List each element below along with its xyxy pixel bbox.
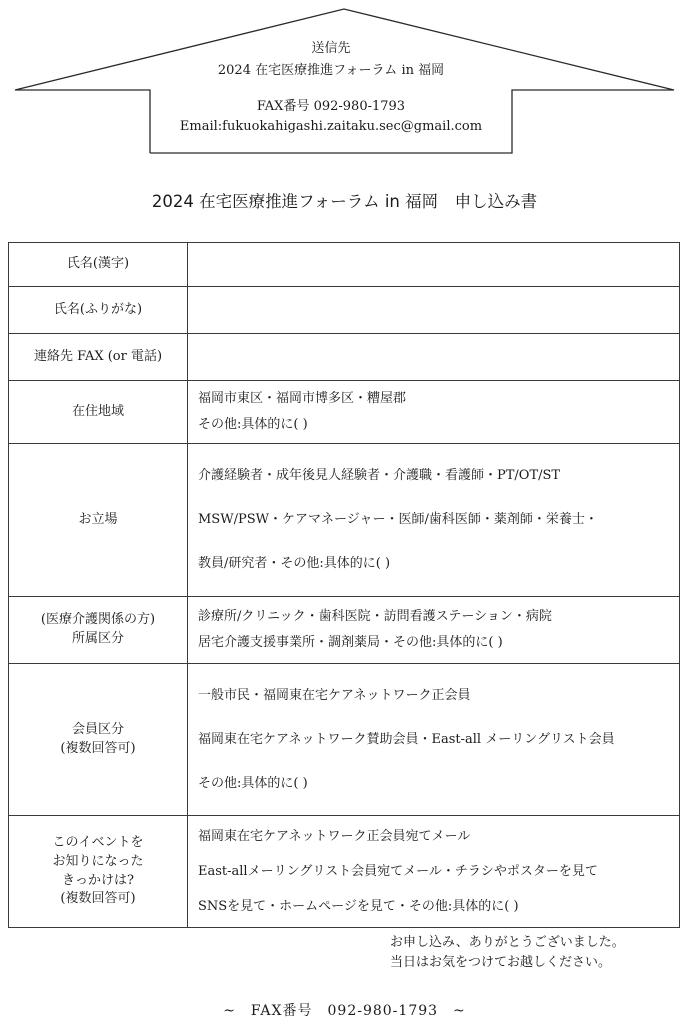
house-outline	[0, 0, 689, 160]
email-address: Email:fukuokahigashi.zaitaku.sec@gmail.com	[179, 119, 483, 134]
label-membership-line2: (複数回答可)	[60, 740, 136, 756]
label-affiliation	[9, 597, 188, 664]
thank-you-line1: お申し込み、ありがとうございました。	[390, 935, 625, 950]
row-source	[9, 816, 680, 928]
page-title: 2024 在宅医療推進フォーラム in 福岡 申し込み書	[151, 192, 538, 211]
label-source-line3: きっかけは?	[62, 872, 134, 888]
membership-option-1: 一般市民・福岡東在宅ケアネットワーク正会員	[198, 687, 471, 703]
contact-field[interactable]	[188, 334, 680, 381]
membership-option-2: 福岡東在宅ケアネットワーク賛助会員・East-all メーリングリスト会員	[198, 731, 615, 747]
label-contact: 連絡先 FAX (or 電話)	[9, 334, 188, 381]
label-name-kana: 氏名(ふりがな)	[9, 287, 188, 334]
source-option-1: 福岡東在宅ケアネットワーク正会員宛てメール	[198, 829, 471, 844]
region-options[interactable]	[188, 381, 680, 444]
row-position	[9, 444, 680, 597]
label-affiliation-line1: (医療介護関係の方)	[40, 612, 156, 628]
row-membership	[9, 664, 680, 816]
application-form	[8, 242, 680, 928]
row-region	[9, 381, 680, 444]
thank-you-line2: 当日はお気をつけてお越しください。	[390, 955, 612, 970]
name-kana-field[interactable]	[188, 287, 680, 334]
fax-number: FAX番号 092-980-1793	[256, 99, 406, 114]
label-source-line4: (複数回答可)	[60, 891, 136, 907]
label-membership-line1: 会員区分	[71, 721, 124, 737]
affiliation-options[interactable]	[188, 597, 680, 664]
forum-name: 2024 在宅医療推進フォーラム in 福岡	[217, 63, 445, 78]
position-option-2: MSW/PSW・ケアマネージャー・医師/歯科医師・薬剤師・栄養士・	[198, 512, 598, 527]
label-position: お立場	[9, 444, 188, 597]
label-name-kanji: 氏名(漢字)	[9, 243, 188, 287]
membership-options[interactable]	[188, 664, 680, 816]
label-affiliation-line2: 所属区分	[71, 631, 124, 646]
label-source-line1: このイベントを	[52, 834, 144, 850]
position-options[interactable]	[188, 444, 680, 597]
label-region: 在住地域	[9, 381, 188, 444]
label-membership	[9, 664, 188, 816]
name-kanji-field[interactable]	[188, 243, 680, 287]
row-name-kanji	[9, 243, 680, 287]
position-option-1: 介護経験者・成年後見人経験者・介護職・看護師・PT/OT/ST	[198, 468, 561, 483]
label-source	[9, 816, 188, 928]
region-option-1: 福岡市東区・福岡市博多区・糟屋郡	[198, 391, 407, 406]
source-option-2: East-allメーリングリスト会員宛てメール・チラシやポスターを見て	[198, 864, 598, 879]
membership-option-3: その他:具体的に( )	[198, 775, 308, 791]
row-name-kana	[9, 287, 680, 334]
thank-you-note	[390, 933, 625, 973]
send-to-label: 送信先	[311, 41, 351, 56]
row-affiliation	[9, 597, 680, 664]
position-option-3: 教員/研究者・その他:具体的に( )	[198, 556, 391, 571]
footer-fax: ~ FAX番号 092-980-1793 ~	[223, 1003, 466, 1019]
label-source-line2: お知りになった	[52, 853, 144, 869]
affiliation-option-2: 居宅介護支援事業所・調剤薬局・その他:具体的に( )	[198, 635, 503, 650]
affiliation-option-1: 診療所/クリニック・歯科医院・訪問看護ステーション・病院	[198, 609, 552, 624]
row-contact	[9, 334, 680, 381]
source-option-3: SNSを見て・ホームページを見て・その他:具体的に( )	[198, 899, 519, 914]
region-option-2: その他:具体的に( )	[198, 417, 308, 432]
source-options[interactable]	[188, 816, 680, 928]
